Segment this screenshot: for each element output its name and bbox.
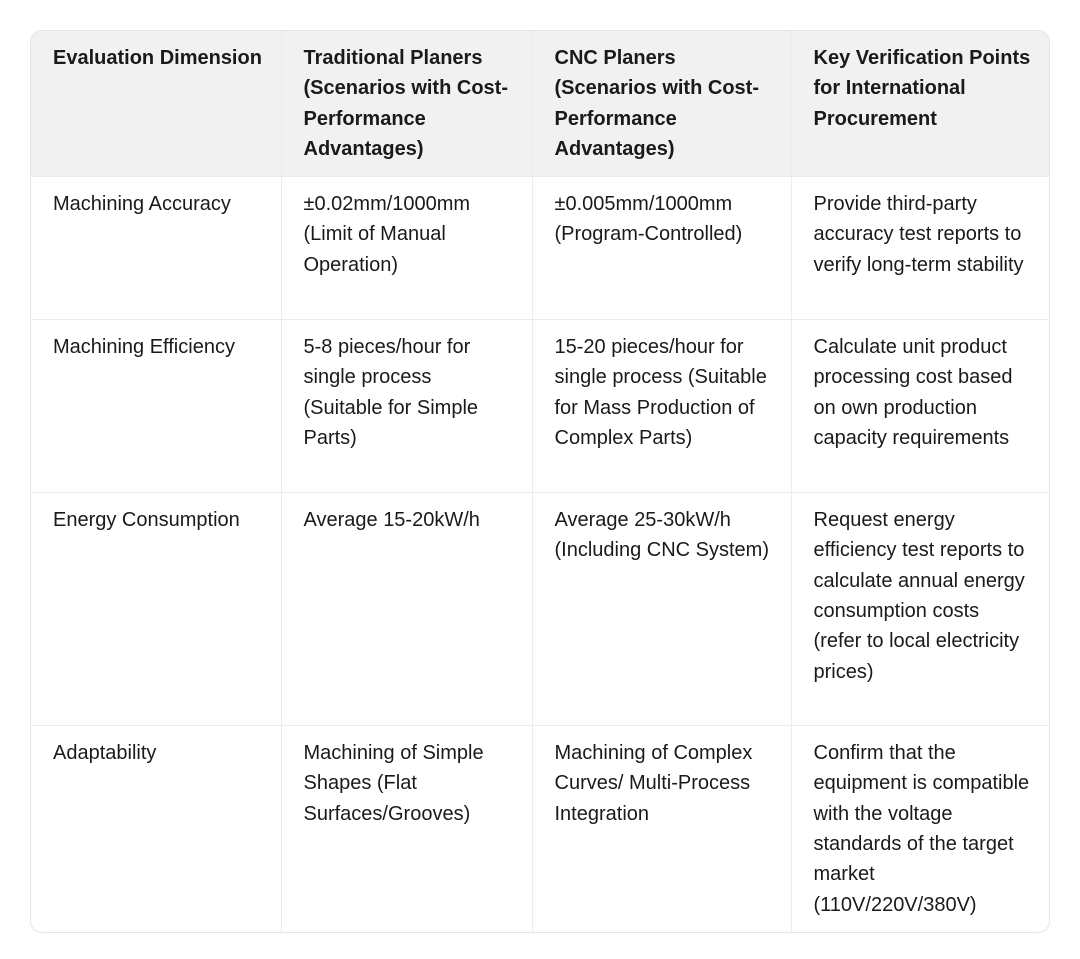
- cell-cnc: Machining of Complex Curves/ Multi-Process Integration: [532, 726, 791, 932]
- cell-verification: Provide third-party accuracy test reports to verify long-term stability: [791, 177, 1049, 320]
- comparison-table-container: [30, 30, 1050, 933]
- cell-traditional: 5-8 pieces/hour for single process (Suitable for Simple Parts): [281, 320, 532, 493]
- cell-traditional: Machining of Simple Shapes (Flat Surfaces/Grooves): [281, 726, 532, 932]
- comparison-table: [31, 31, 1049, 932]
- table-row: [31, 320, 1049, 493]
- cell-dimension: Machining Efficiency: [31, 320, 281, 493]
- header-evaluation-dimension: Evaluation Dimension: [31, 31, 281, 177]
- cell-traditional: ±0.02mm/1000mm (Limit of Manual Operation): [281, 177, 532, 320]
- cell-dimension: Machining Accuracy: [31, 177, 281, 320]
- cell-cnc: Average 25-30kW/h (Including CNC System): [532, 493, 791, 726]
- header-cnc-planers: CNC Planers (Scenarios with Cost-Performance Advantages): [532, 31, 791, 177]
- table-header-row: [31, 31, 1049, 177]
- cell-dimension: Adaptability: [31, 726, 281, 932]
- cell-verification: Calculate unit product processing cost based on own production capacity requirements: [791, 320, 1049, 493]
- table-row: [31, 177, 1049, 320]
- cell-verification: Request energy efficiency test reports to calculate annual energy consumption costs (refer to local electricity prices): [791, 493, 1049, 726]
- header-traditional-planers: Traditional Planers (Scenarios with Cost-Performance Advantages): [281, 31, 532, 177]
- cell-verification: Confirm that the equipment is compatible with the voltage standards of the target market (110V/220V/380V): [813, 742, 1030, 916]
- table-row: [31, 726, 1049, 932]
- table-row: [31, 493, 1049, 726]
- cell-traditional: Average 15-20kW/h: [281, 493, 532, 726]
- cell-cnc: 15-20 pieces/hour for single process (Suitable for Mass Production of Complex Parts): [532, 320, 791, 493]
- header-verification-points: Key Verification Points for International Procurement: [791, 31, 1049, 177]
- cell-dimension: Energy Consumption: [31, 493, 281, 726]
- cell-cnc: ±0.005mm/1000mm (Program-Controlled): [532, 177, 791, 320]
